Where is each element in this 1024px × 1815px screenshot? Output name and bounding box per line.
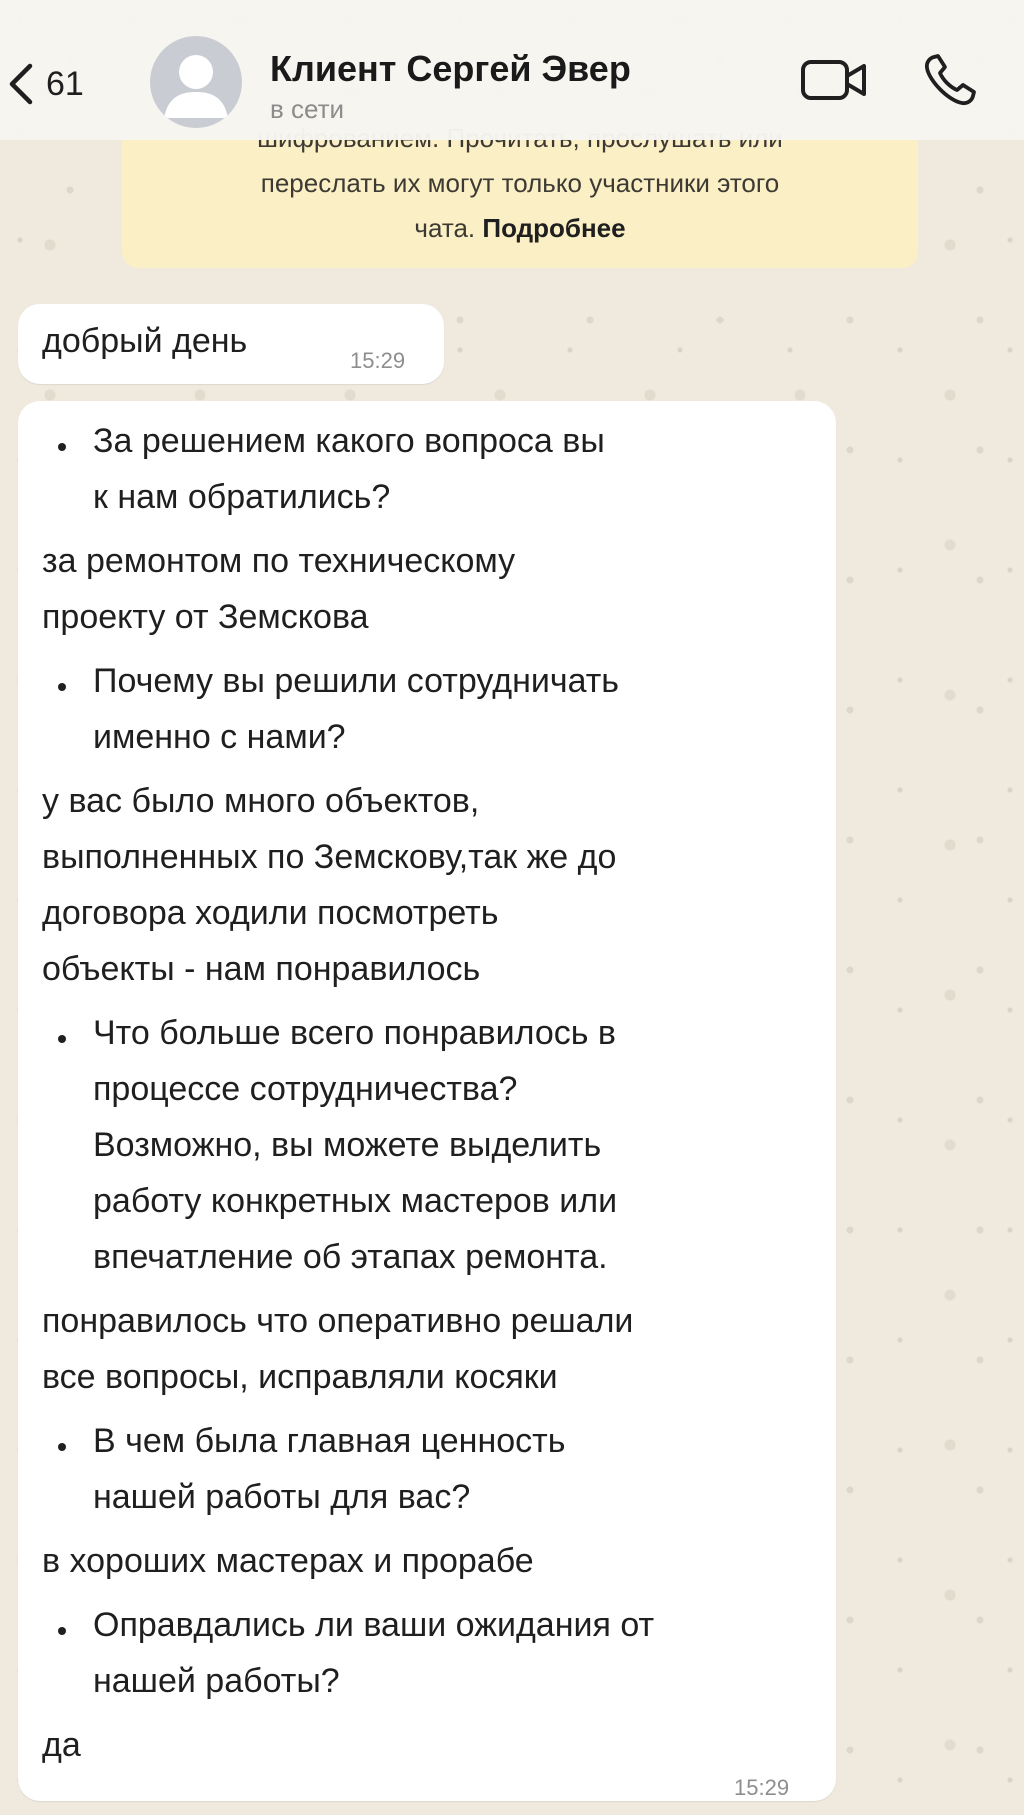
question-line: Почему вы решили сотрудничать (93, 662, 620, 700)
question-line: За решением какого вопроса вы (93, 422, 605, 460)
learn-more-link[interactable]: Подробнее (482, 213, 626, 243)
question-line: к нам обратились? (93, 478, 391, 516)
chevron-left-icon (6, 62, 36, 106)
list-bullet (58, 1035, 66, 1043)
answer-line: все вопросы, исправляли косяки (42, 1358, 558, 1396)
notice-line (162, 206, 878, 251)
answer-line: договора ходили посмотреть (42, 894, 499, 932)
question-line: работу конкретных мастеров или (93, 1182, 618, 1220)
list-bullet (58, 1627, 66, 1635)
question-line: процессе сотрудничества? (93, 1070, 518, 1108)
message-time: 15:29 (350, 348, 406, 373)
video-call-button[interactable] (800, 56, 868, 109)
answer-line: за ремонтом по техническому (42, 542, 516, 580)
question-line: В чем была главная ценность (93, 1422, 566, 1460)
message-text: добрый день (42, 322, 248, 360)
contact-name[interactable]: Клиент Сергей Эвер (270, 48, 631, 89)
message-bubble[interactable] (18, 401, 836, 1801)
voice-call-button[interactable] (922, 52, 978, 113)
phone-icon (922, 95, 978, 112)
message-time: 15:29 (734, 1775, 790, 1800)
video-camera-icon (800, 91, 868, 108)
question-line: Оправдались ли ваши ожидания от (93, 1606, 655, 1644)
answer-line: у вас было много объектов, (42, 782, 480, 820)
back-button[interactable] (6, 52, 84, 116)
answer-line: понравилось что оперативно решали (42, 1302, 634, 1340)
answer-line: выполненных по Земскову,так же до (42, 838, 617, 876)
question-line: впечатление об этапах ремонта. (93, 1238, 608, 1276)
question-line: Возможно, вы можете выделить (93, 1126, 602, 1164)
answer-line: в хороших мастерах и прорабе (42, 1542, 534, 1580)
question-line: именно с нами? (93, 718, 346, 756)
chat-header (0, 0, 1024, 140)
message-bubble[interactable] (18, 304, 444, 384)
notice-line: переслать их могут только участники этого (260, 168, 780, 198)
contact-avatar[interactable] (150, 36, 242, 128)
answer-line: проекту от Земскова (42, 598, 369, 636)
list-bullet (58, 1443, 66, 1451)
notice-text: чата. (414, 213, 483, 243)
contact-status: в сети (270, 94, 345, 124)
answer-line: объекты - нам понравилось (42, 950, 481, 988)
question-line: нашей работы для вас? (93, 1478, 471, 1516)
question-line: Что больше всего понравилось в (93, 1014, 616, 1052)
question-line: нашей работы? (93, 1662, 340, 1700)
unread-count: 61 (46, 64, 84, 103)
list-bullet (58, 443, 66, 451)
answer-line: да (42, 1726, 81, 1764)
list-bullet (58, 683, 66, 691)
